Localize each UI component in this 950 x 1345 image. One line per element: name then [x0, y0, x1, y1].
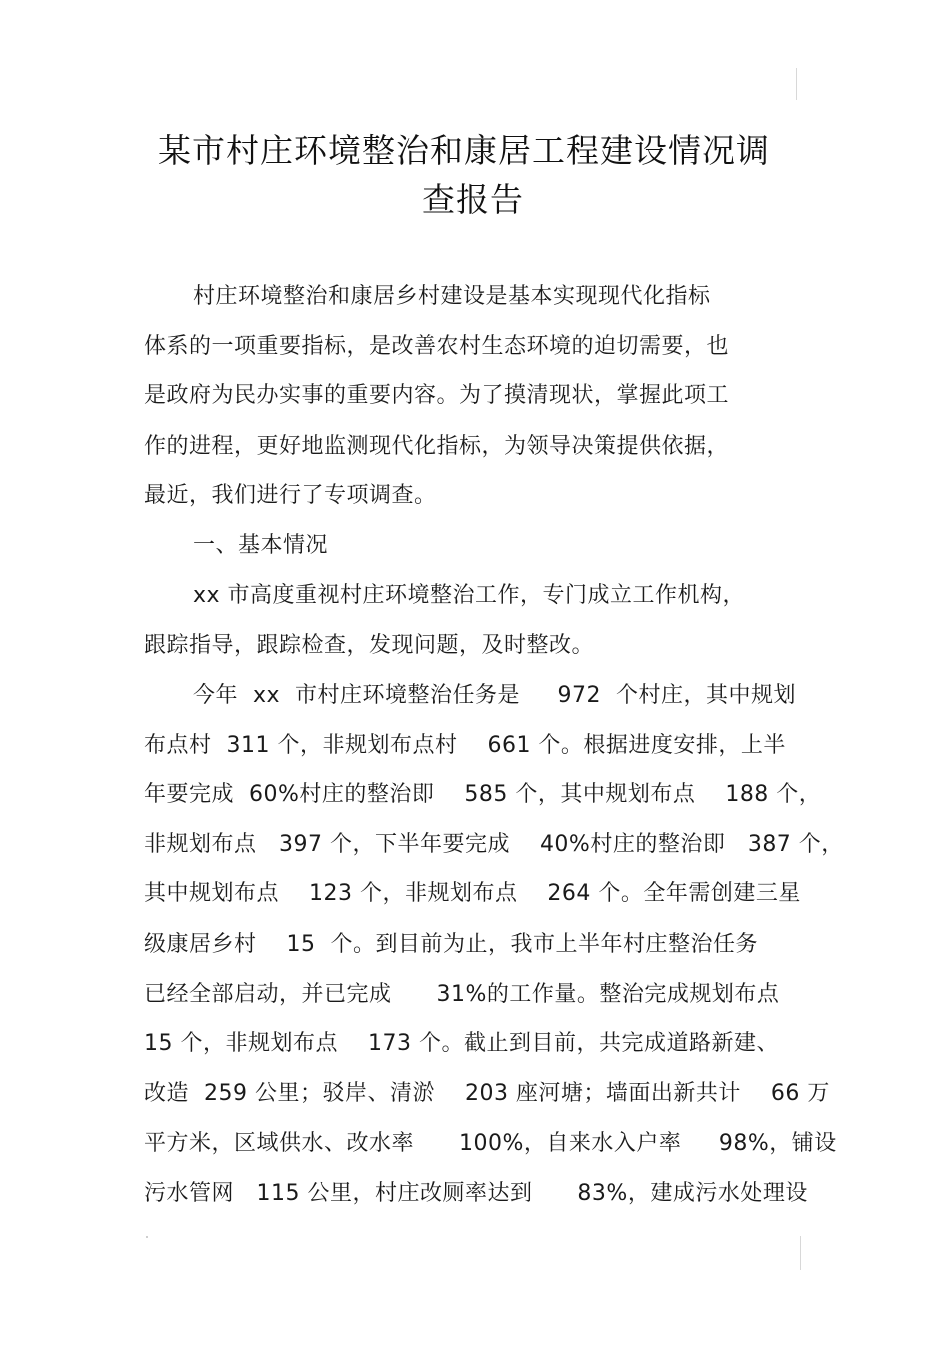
body-line: xx 市高度重视村庄环境整治工作，专门成立工作机构，: [193, 583, 746, 608]
body-line: 今年 xx 市村庄环境整治任务是 972 个村庄，其中规划: [193, 683, 796, 708]
document-title-line-2: 查报告: [422, 180, 524, 219]
body-line: 体系的一项重要指标，是改善农村生态环境的迫切需要，也: [144, 334, 730, 359]
page-edge-mark-bottom: [800, 1236, 801, 1270]
body-line: 是政府为民办实事的重要内容。为了摸清现状，掌握此项工: [144, 383, 730, 408]
body-line: 非规划布点 397 个，下半年要完成 40%村庄的整治即 387 个，: [144, 832, 844, 857]
page-edge-mark-top: [796, 68, 797, 100]
body-line: 级康居乡村 15 个。到目前为止，我市上半年村庄整治任务: [144, 932, 758, 957]
body-line: 改造 259 公里；驳岸、清淤 203 座河塘；墙面出新共计 66 万: [144, 1081, 830, 1106]
body-line: 布点村 311 个，非规划布点村 661 个。根据进度安排，上半: [144, 733, 786, 758]
body-line: 作的进程，更好地监测现代化指标，为领导决策提供依据，: [144, 434, 730, 459]
page-speck: [146, 1236, 148, 1238]
document-title-line-1: 某市村庄环境整治和康居工程建设情况调: [158, 131, 770, 170]
section-heading: 一、基本情况: [193, 533, 329, 558]
body-line: 村庄环境整治和康居乡村建设是基本实现现代化指标: [193, 284, 711, 309]
body-line: 15 个，非规划布点 173 个。截止到目前，共完成道路新建、: [144, 1031, 779, 1056]
body-line: 跟踪指导，跟踪检查，发现问题，及时整改。: [144, 633, 595, 658]
body-line: 已经全部启动，并已完成 31%的工作量。整治完成规划布点: [144, 982, 780, 1007]
body-line: 其中规划布点 123 个，非规划布点 264 个。全年需创建三星: [144, 881, 801, 906]
body-line: 年要完成 60%村庄的整治即 585 个，其中规划布点 188 个，: [144, 782, 822, 807]
body-line: 最近，我们进行了专项调查。: [144, 483, 437, 508]
body-line: 平方米，区域供水、改水率 100%，自来水入户率 98%，铺设: [144, 1131, 837, 1156]
body-line: 污水管网 115 公里，村庄改厕率达到 83%，建成污水处理设: [144, 1181, 808, 1206]
